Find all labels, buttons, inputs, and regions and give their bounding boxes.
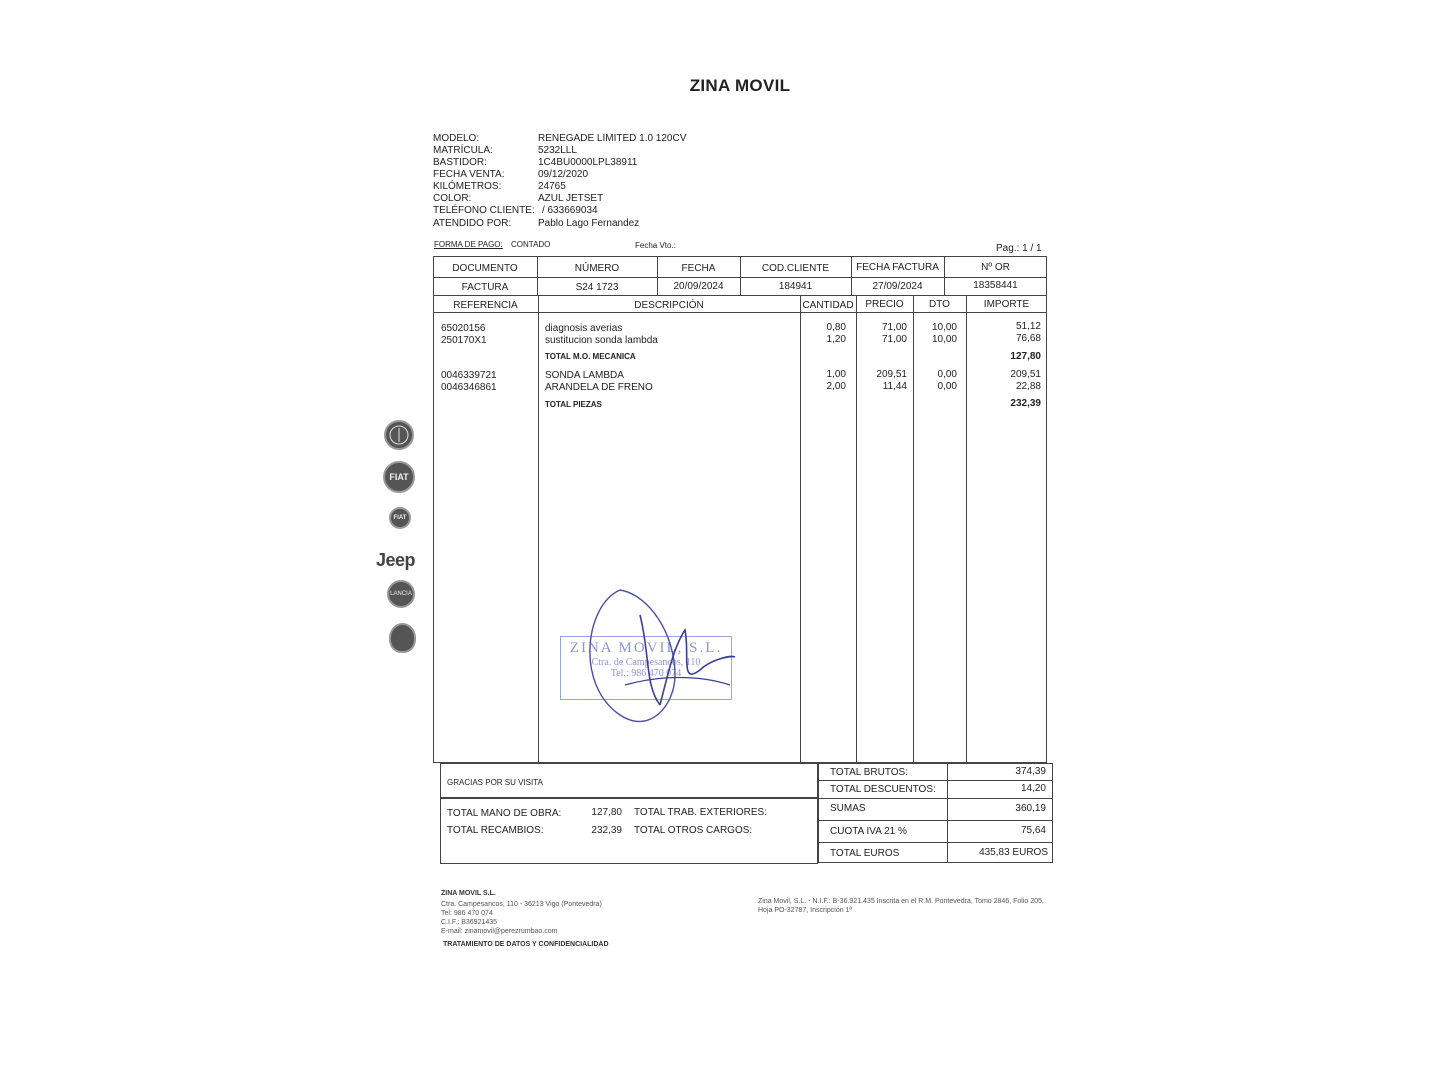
parts-total-value: 232,39 (591, 825, 622, 836)
divider (800, 295, 801, 763)
vehicle-value: 5232LLL (538, 145, 577, 156)
discount-total-label: TOTAL DESCUENTOS: (830, 784, 936, 795)
vehicle-label: KILÓMETROS: (433, 181, 502, 192)
sums-value: 360,19 (1015, 803, 1046, 814)
item-discount: 0,00 (937, 369, 957, 380)
lancia-logo: LANCIA (387, 580, 415, 608)
footer-registry (758, 897, 1044, 915)
item-reference: 0046346861 (441, 382, 497, 393)
footer-cif: C.I.F.: B36921435 (441, 919, 498, 926)
item-quantity: 0,80 (826, 322, 846, 333)
divider (856, 295, 857, 763)
item-quantity: 1,20 (826, 334, 846, 345)
payment-label: FORMA DE PAGO: (434, 240, 503, 249)
item-discount: 0,00 (937, 381, 957, 392)
company-title: ZINA MOVIL (689, 76, 791, 95)
vehicle-label: MODELO: (433, 133, 480, 144)
signature (580, 575, 740, 735)
alfa-romeo-logo (384, 420, 414, 450)
page-number: Pag.: 1 / 1 (996, 243, 1042, 254)
divider (818, 780, 1053, 781)
column-header: DESCRIPCIÓN (634, 300, 704, 311)
divider (818, 798, 1053, 799)
fiat-logo: FIAT (383, 461, 415, 493)
item-discount: 10,00 (931, 334, 957, 345)
due-date-label: Fecha Vto.: (635, 241, 676, 250)
item-price: 71,00 (881, 334, 907, 345)
divider (818, 820, 1053, 821)
header-value: 27/09/2024 (872, 281, 923, 292)
item-amount: 209,51 (1010, 369, 1041, 380)
divider (818, 842, 1053, 843)
item-amount: 76,68 (1015, 333, 1041, 344)
footer-company-info (441, 889, 602, 936)
stamp-phone: Tel.: 986 470 074 (610, 668, 682, 679)
vehicle-label: ATENDIDO POR: (433, 218, 512, 229)
column-header: REFERENCIA (453, 300, 518, 311)
header-value: FACTURA (461, 282, 509, 293)
header-value: S24 1723 (575, 282, 619, 293)
item-price: 71,00 (881, 322, 907, 333)
item-description: diagnosis averias (545, 323, 623, 334)
sums-label: SUMAS (830, 803, 866, 814)
fiat-professional-logo: FIAT (389, 507, 411, 529)
subtotal-label: TOTAL M.O. MECANICA (545, 352, 636, 361)
vehicle-value: 09/12/2020 (538, 169, 589, 180)
vehicle-label: FECHA VENTA: (433, 169, 505, 180)
divider (913, 295, 914, 763)
stamp-name: ZINA MOVIL, S.L. (569, 640, 723, 656)
divider (433, 295, 1047, 296)
item-reference: 0046339721 (441, 370, 497, 381)
subtotal-label: TOTAL PIEZAS (545, 400, 602, 409)
vehicle-value: AZUL JETSET (538, 193, 604, 204)
grand-total-value: 435,83 EUROS (979, 847, 1048, 858)
vehicle-label: COLOR: (433, 193, 472, 204)
divider (966, 295, 967, 763)
item-price: 11,44 (882, 381, 907, 392)
item-amount: 22,88 (1015, 381, 1041, 392)
header-label: COD.CLIENTE (761, 263, 830, 274)
footer-registry-line: Zina Movil, S.L. - N.I.F.: B-36.921.435 Inscrita en el R.M. Pontevedra, Tomo 2846, Folio 205, (758, 898, 1044, 905)
footer-registry-line: Hoja PO-32787, Inscripción 1ª (758, 907, 853, 914)
header-label: Nº OR (981, 262, 1010, 273)
thanks-text: GRACIAS POR SU VISITA (447, 778, 543, 787)
item-reference: 65020156 (441, 323, 486, 334)
vat-value: 75,64 (1020, 825, 1046, 836)
vehicle-label: MATRÍCULA: (433, 145, 493, 156)
header-label: NÚMERO (574, 263, 620, 274)
item-description: SONDA LAMBDA (545, 370, 624, 381)
column-header: DTO (929, 299, 950, 310)
header-label: DOCUMENTO (452, 263, 518, 274)
divider (538, 295, 539, 763)
privacy-heading: TRATAMIENTO DE DATOS Y CONFIDENCIALIDAD (443, 941, 609, 948)
vat-label: CUOTA IVA 21 % (830, 826, 907, 837)
header-label: FECHA (681, 263, 716, 274)
footer-email: E-mail: zinamovil@perezrumbao.com (441, 928, 558, 935)
vehicle-value: Pablo Lago Fernandez (538, 218, 640, 229)
header-value: 18358441 (973, 280, 1018, 291)
labour-total-label: TOTAL MANO DE OBRA: (447, 808, 562, 819)
footer-address: Ctra. Campesancos, 110 - 36213 Vigo (Pontevedra) (441, 901, 602, 908)
header-value: 20/09/2024 (673, 281, 724, 292)
subtotal-amount: 127,80 (1010, 351, 1041, 362)
item-description: ARANDELA DE FRENO (545, 382, 653, 393)
vehicle-label: BASTIDOR: (433, 157, 487, 168)
vehicle-value: RENEGADE LIMITED 1.0 120CV (538, 133, 687, 144)
item-price: 209,51 (876, 369, 907, 380)
footer-name: ZINA MOVIL S.L. (441, 890, 496, 897)
payment-value: CONTADO (511, 240, 551, 249)
item-amount: 51,12 (1015, 321, 1041, 332)
header-label: FECHA FACTURA (856, 262, 939, 273)
footer-phone: Tel: 986 470 074 (441, 910, 493, 917)
gross-total-label: TOTAL BRUTOS: (830, 767, 908, 778)
vehicle-label: TELÉFONO CLIENTE: (433, 205, 535, 216)
gross-total-value: 374,39 (1015, 766, 1046, 777)
external-work-label: TOTAL TRAB. EXTERIORES: (634, 807, 767, 818)
vehicle-value: 24765 (538, 181, 566, 192)
column-header: PRECIO (865, 299, 904, 310)
item-quantity: 2,00 (826, 381, 846, 392)
discount-total-value: 14,20 (1020, 783, 1046, 794)
item-quantity: 1,00 (826, 369, 846, 380)
labour-total-value: 127,80 (591, 807, 622, 818)
other-charges-label: TOTAL OTROS CARGOS: (634, 825, 753, 836)
divider (433, 312, 1047, 313)
header-value: 184941 (778, 281, 813, 292)
vehicle-value: / 633669034 (542, 205, 598, 216)
item-reference: 250170X1 (441, 335, 487, 346)
vehicle-value: 1C4BU0000LPL38911 (538, 157, 638, 168)
column-header: CANTIDAD (802, 300, 854, 311)
item-description: sustitucion sonda lambda (545, 335, 658, 346)
jeep-logo: Jeep (376, 550, 416, 570)
parts-total-label: TOTAL RECAMBIOS: (447, 825, 544, 836)
abarth-logo (389, 623, 416, 653)
grand-total-label: TOTAL EUROS (830, 848, 900, 859)
item-discount: 10,00 (931, 322, 957, 333)
subtotal-amount: 232,39 (1010, 398, 1041, 409)
divider (947, 763, 948, 863)
column-header: IMPORTE (983, 299, 1030, 310)
stamp-address: Ctra. de Campesancos, 110 (591, 657, 701, 668)
